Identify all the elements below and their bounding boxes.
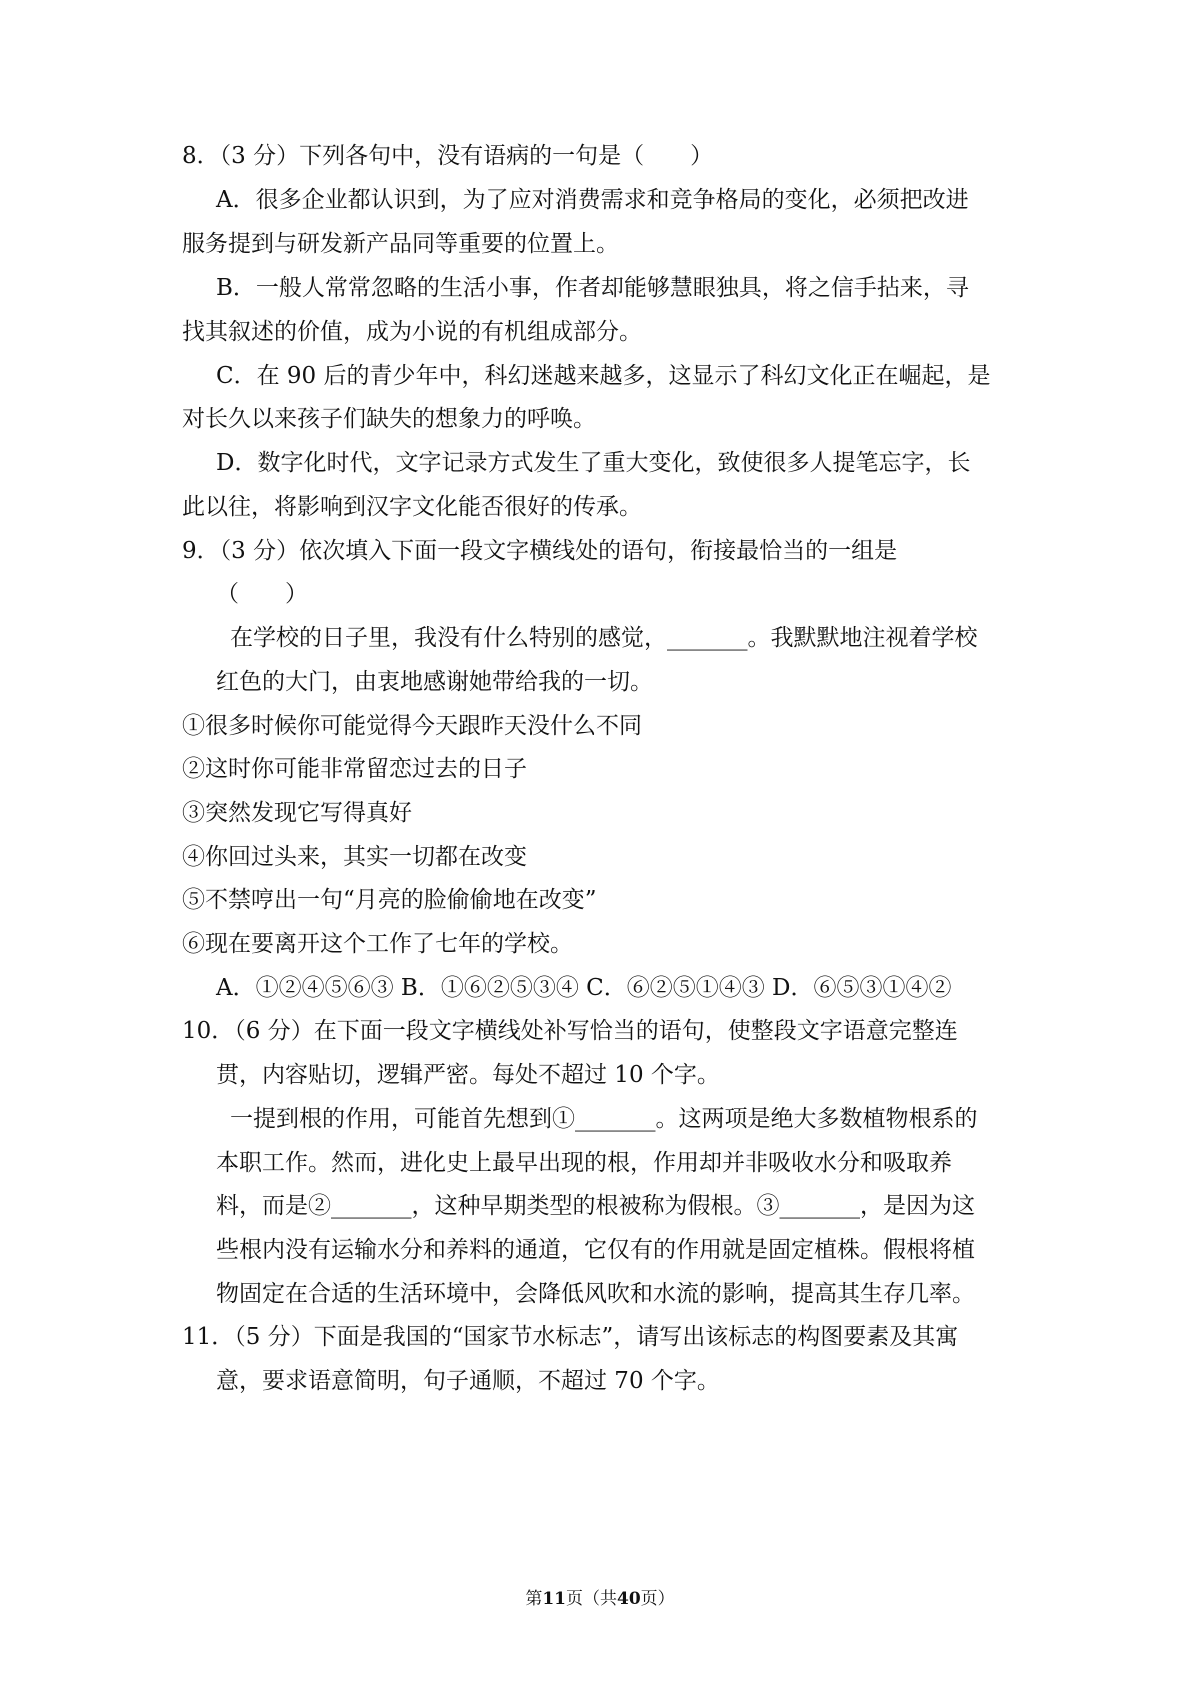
q10-passage-line1: 一提到根的作用，可能首先想到①_______。这两项是绝大多数植物根系的 xyxy=(230,1106,978,1132)
question-11-title-cont: 意，要求语意简明，句子通顺，不超过 70 个字。 xyxy=(216,1368,720,1394)
question-10-title: 10．（6 分）在下面一段文字横线处补写恰当的语句，使整段文字语意完整连 xyxy=(182,1018,958,1044)
page-footer xyxy=(0,1587,1200,1611)
question-10-title-cont: 贯，内容贴切，逻辑严密。每处不超过 10 个字。 xyxy=(216,1062,720,1088)
q10-passage-line4: 些根内没有运输水分和养料的通道，它仅有的作用就是固定植株。假根将植 xyxy=(216,1237,975,1263)
q8-option-a-line1: A．很多企业都认识到，为了应对消费需求和竞争格局的变化，必须把改进 xyxy=(216,187,969,213)
q8-option-d-line1: D．数字化时代，文字记录方式发生了重大变化，致使很多人提笔忘字，长 xyxy=(216,450,971,476)
q9-item-6: ⑥现在要离开这个工作了七年的学校。 xyxy=(182,931,573,957)
q8-option-d-line2: 此以往，将影响到汉字文化能否很好的传承。 xyxy=(182,494,642,520)
q9-options: A．①②④⑤⑥③ B．①⑥②⑤③④ C．⑥②⑤①④③ D．⑥⑤③①④② xyxy=(216,975,952,1001)
question-9-title-cont: （ ） xyxy=(216,581,308,607)
footer-prefix: 第 xyxy=(525,1589,543,1609)
q8-option-c-line1: C．在 90 后的青少年中，科幻迷越来越多，这显示了科幻文化正在崛起，是 xyxy=(216,363,991,389)
question-8-title: 8．（3 分）下列各句中，没有语病的一句是（ ） xyxy=(182,143,714,169)
question-11-title: 11．（5 分）下面是我国的“国家节水标志”，请写出该标志的构图要素及其寓 xyxy=(182,1324,959,1350)
q9-item-4: ④你回过头来，其实一切都在改变 xyxy=(182,844,527,870)
q8-option-c-line2: 对长久以来孩子们缺失的想象力的呼唤。 xyxy=(182,406,596,432)
page-total: 40 xyxy=(617,1589,641,1609)
footer-middle: 页（共 xyxy=(566,1589,617,1609)
page-number: 11 xyxy=(542,1589,566,1609)
q9-item-5: ⑤不禁哼出一句“月亮的脸偷偷地在改变” xyxy=(182,887,597,913)
q9-item-1: ①很多时候你可能觉得今天跟昨天没什么不同 xyxy=(182,713,642,739)
q9-item-3: ③突然发现它写得真好 xyxy=(182,800,412,826)
question-9-title: 9．（3 分）依次填入下面一段文字横线处的语句，衔接最恰当的一组是 xyxy=(182,538,898,564)
q10-passage-line5: 物固定在合适的生活环境中，会降低风吹和水流的影响，提高其生存几率。 xyxy=(216,1281,975,1307)
q9-passage-line1: 在学校的日子里，我没有什么特别的感觉，_______。我默默地注视着学校 xyxy=(230,625,978,651)
footer-suffix: 页） xyxy=(640,1589,675,1609)
q9-item-2: ②这时你可能非常留恋过去的日子 xyxy=(182,756,527,782)
q8-option-b-line2: 找其叙述的价值，成为小说的有机组成部分。 xyxy=(182,319,642,345)
q9-passage-line2: 红色的大门，由衷地感谢她带给我的一切。 xyxy=(216,669,653,695)
q8-option-b-line1: B．一般人常常忽略的生活小事，作者却能够慧眼独具，将之信手拈来，寻 xyxy=(216,275,969,301)
q10-passage-line3: 料，而是②_______，这种早期类型的根被称为假根。③_______，是因为这 xyxy=(216,1193,975,1219)
q8-option-a-line2: 服务提到与研发新产品同等重要的位置上。 xyxy=(182,231,619,257)
q10-passage-line2: 本职工作。然而，进化史上最早出现的根，作用却并非吸收水分和吸取养 xyxy=(216,1150,952,1176)
